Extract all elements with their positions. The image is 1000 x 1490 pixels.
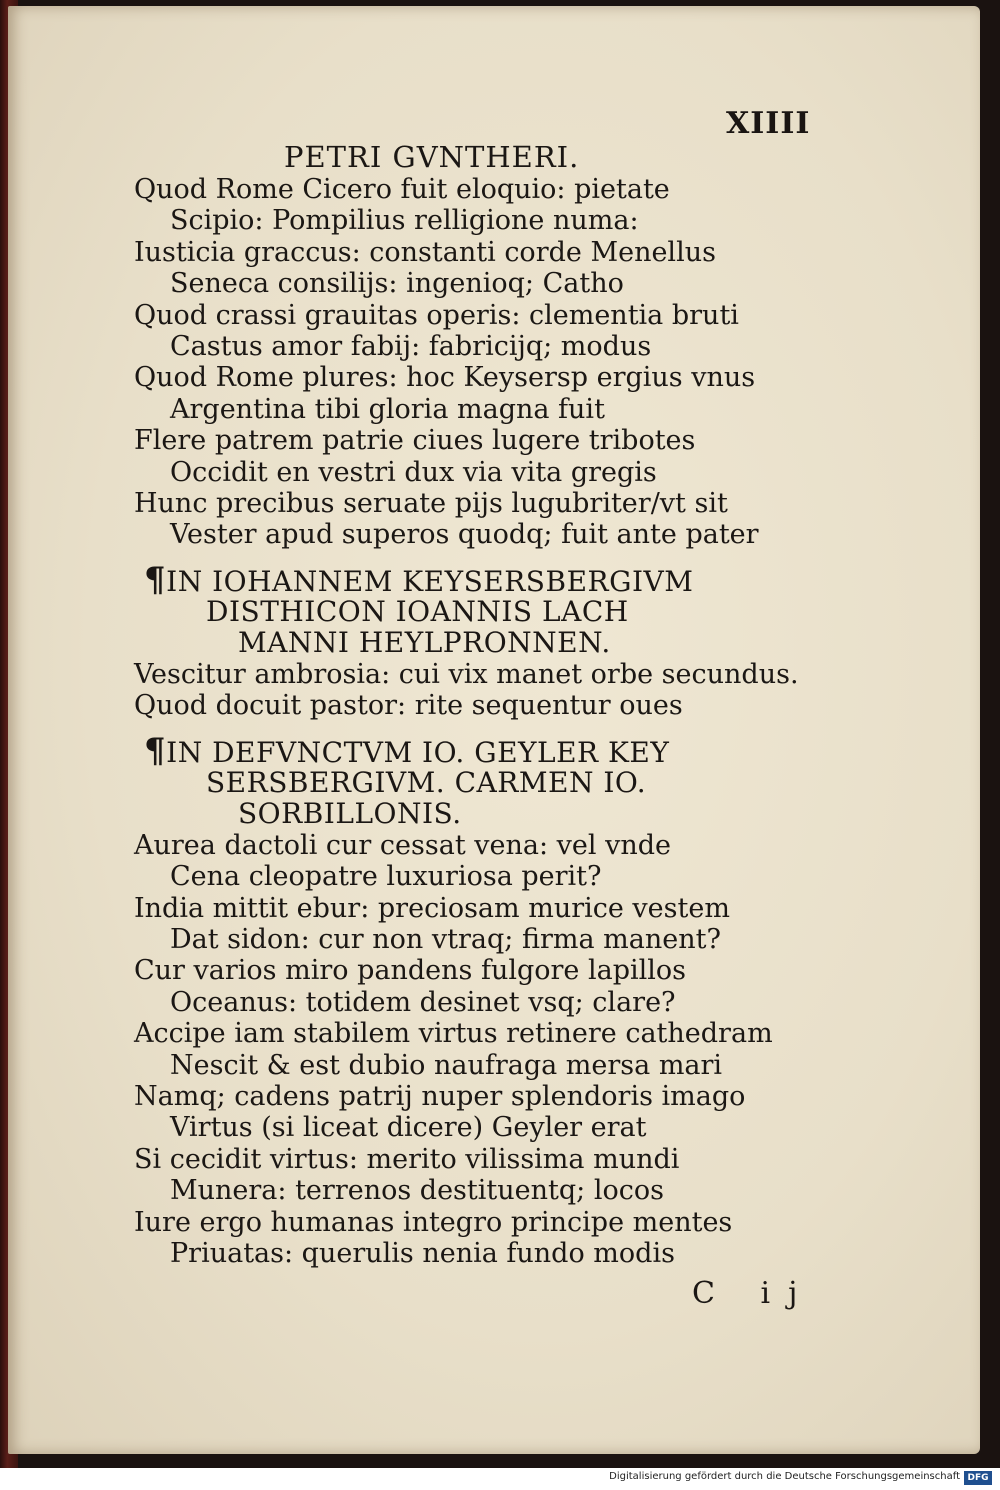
poem-distichon <box>134 658 799 722</box>
verse-line: India mittit ebur: preciosam murice vestem <box>134 892 730 924</box>
verse-line: Quod docuit pastor: rite sequentur oues <box>134 690 683 722</box>
heading-text: IN IOHANNEM KEYSERSBERGIVM <box>166 564 694 598</box>
heading-line <box>134 596 794 627</box>
verse-line: Aurea dactoli cur cessat vena: vel vnde <box>134 829 672 861</box>
poem-carmen <box>134 830 794 1269</box>
verse-line: Munera: terrenos destituentq; locos <box>170 1175 664 1207</box>
verse-line: Oceanus: totidem desinet vsq; clare? <box>170 986 676 1018</box>
verse-line: Vescitur ambrosia: cui vix manet orbe secundus. <box>134 658 799 690</box>
verse-line: Nescit & est dubio naufraga mersa mari <box>170 1049 723 1081</box>
heading-text: DISTHICON IOANNIS LACH <box>206 595 629 629</box>
verse-line: Quod Rome Cicero fuit eloquio: pietate <box>134 174 670 205</box>
verse-line: Priuatas: querulis nenia fundo modis <box>170 1237 675 1269</box>
heading-text: SERSBERGIVM. CARMEN IO. <box>206 766 647 800</box>
verse-line: Vester apud superos quodq; fuit ante pater <box>170 519 759 551</box>
verse-line: Si cecidit virtus: merito vilissima mundi <box>134 1143 680 1175</box>
poem-petri-guntheri <box>134 174 794 551</box>
verse-line: Argentina tibi gloria magna fuit <box>170 393 605 425</box>
heading-sorbillonis <box>134 730 794 831</box>
pilcrow-icon: ¶ <box>144 559 167 600</box>
verse-line: Occidit en vestri dux via vita gregis <box>170 456 657 488</box>
verse-line: Seneca consilijs: ingenioq; Catho <box>170 268 624 300</box>
heading-line <box>134 559 794 600</box>
heading-text: IN DEFVNCTVM IO. GEYLER KEY <box>166 735 670 769</box>
verse-line: Quod Rome plures: hoc Keysersp ergius vnus <box>134 362 756 394</box>
heading-line <box>134 730 794 771</box>
heading-text: MANNI HEYLPRONNEN. <box>238 626 611 660</box>
footer-credit: Digitalisierung gefördert durch die Deutsche Forschungsgemeinschaft <box>609 1471 960 1482</box>
verse-line: Castus amor fabij: fabricijq; modus <box>170 330 652 362</box>
verse-line: Quod crassi grauitas operis: clementia bruti <box>134 299 739 331</box>
verse-line: Hunc precibus seruate pijs lugubriter/vt sit <box>134 487 728 519</box>
heading-line <box>134 627 794 658</box>
pilcrow-icon: ¶ <box>144 730 167 771</box>
verse-line: Cena cleopatre luxuriosa perit? <box>170 861 602 893</box>
verse-line: Cur varios miro pandens fulgore lapillos <box>134 955 687 987</box>
folio-number: XIIII <box>726 106 811 141</box>
verse-line: Namq; cadens patrij nuper splendoris imago <box>134 1080 746 1112</box>
page-text <box>134 140 799 1269</box>
dfg-logo-icon: DFG <box>964 1471 992 1485</box>
verse-line: Iusticia graccus: constanti corde Menellus <box>134 236 716 268</box>
verse-line: Accipe iam stabilem virtus retinere cathedram <box>134 1018 773 1050</box>
verse-line: Virtus (si liceat dicere) Geyler erat <box>170 1112 647 1144</box>
verse-line: Scipio: Pompilius relligione numa: <box>170 205 639 237</box>
running-head: PETRI GVNTHERI. <box>284 140 580 174</box>
heading-line <box>134 767 794 798</box>
signature-mark: C ij <box>692 1276 816 1311</box>
verse-line: Iure ergo humanas integro principe mentes <box>134 1206 733 1238</box>
heading-line <box>134 798 794 829</box>
verse-line: Flere patrem patrie ciues lugere tribotes <box>134 425 696 457</box>
heading-text: SORBILLONIS. <box>238 797 462 831</box>
heading-lachmanni <box>134 559 794 660</box>
verse-line: Dat sidon: cur non vtraq; firma manent? <box>170 923 721 955</box>
